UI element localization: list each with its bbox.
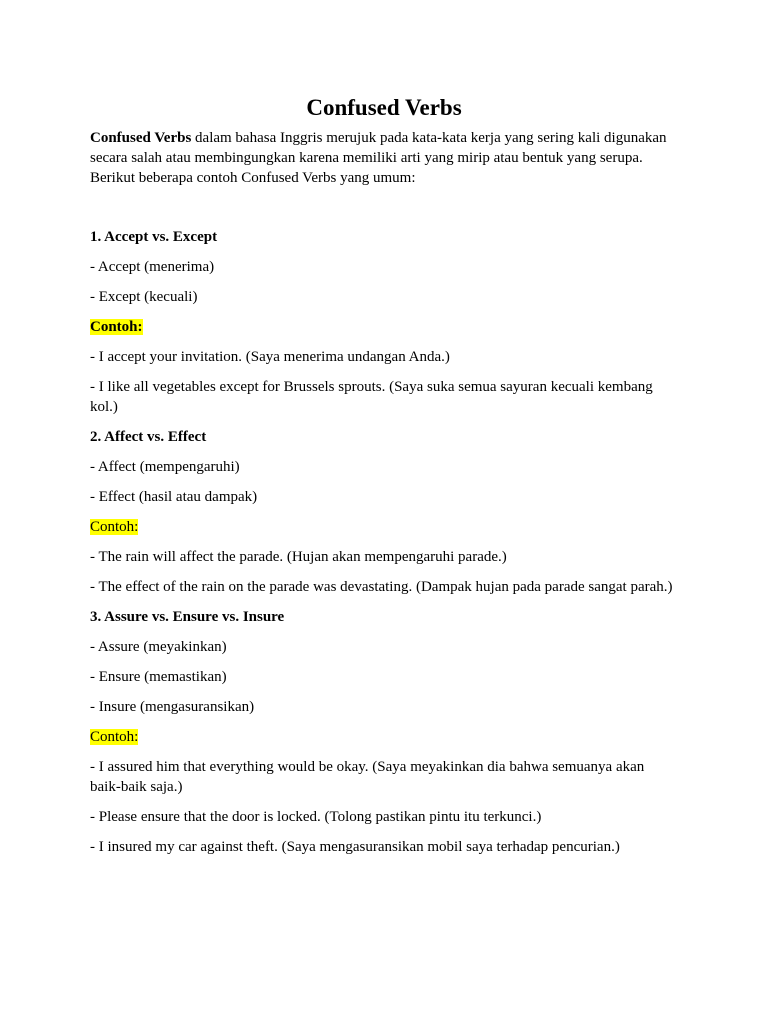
example-label-row [90, 727, 678, 747]
example-item: - I like all vegetables except for Brussels sprouts. (Saya suka semua sayuran kecuali kembang kol.) [90, 379, 653, 415]
example-item: - I assured him that everything would be okay. (Saya meyakinkan dia bahwa semuanya akan baik-baik saja.) [90, 759, 645, 795]
definition-item: - Affect (mempengaruhi) [90, 459, 240, 475]
intro-text: dalam bahasa Inggris merujuk pada kata-kata kerja yang sering kali digunakan secara salah atau membingungkan karena memiliki arti yang mirip atau bentuk yang serupa. Berikut beberapa contoh Confused Verbs yang umum: [90, 130, 667, 186]
document-title: Confused Verbs [306, 95, 462, 120]
section-heading: 1. Accept vs. Except [90, 229, 218, 245]
section-affect-effect [90, 427, 678, 597]
section-heading: 3. Assure vs. Ensure vs. Insure [90, 609, 285, 625]
example-item: - The rain will affect the parade. (Hujan akan mempengaruhi parade.) [90, 549, 507, 565]
definition-item: - Insure (mengasuransikan) [90, 699, 255, 715]
intro-lead: Confused Verbs [90, 130, 192, 146]
example-label: Contoh: [90, 519, 139, 535]
example-item: - I accept your invitation. (Saya menerima undangan Anda.) [90, 349, 450, 365]
example-label-row [90, 517, 678, 537]
example-item: - I insured my car against theft. (Saya mengasuransikan mobil saya terhadap pencurian.) [90, 839, 620, 855]
example-item: - The effect of the rain on the parade was devastating. (Dampak hujan pada parade sangat parah.) [90, 579, 673, 595]
sections [90, 227, 678, 857]
definition-item: - Ensure (memastikan) [90, 669, 227, 685]
section-heading: 2. Affect vs. Effect [90, 429, 207, 445]
definition-item: - Except (kecuali) [90, 289, 198, 305]
section-accept-except [90, 227, 678, 417]
intro-paragraph [90, 128, 678, 188]
definition-item: - Accept (menerima) [90, 259, 215, 275]
definition-item: - Assure (meyakinkan) [90, 639, 227, 655]
definition-item: - Effect (hasil atau dampak) [90, 489, 258, 505]
example-label: Contoh: [90, 319, 143, 335]
example-label-row [90, 317, 678, 337]
example-item: - Please ensure that the door is locked. (Tolong pastikan pintu itu terkunci.) [90, 809, 542, 825]
example-label: Contoh: [90, 729, 139, 745]
section-assure-ensure-insure [90, 607, 678, 857]
